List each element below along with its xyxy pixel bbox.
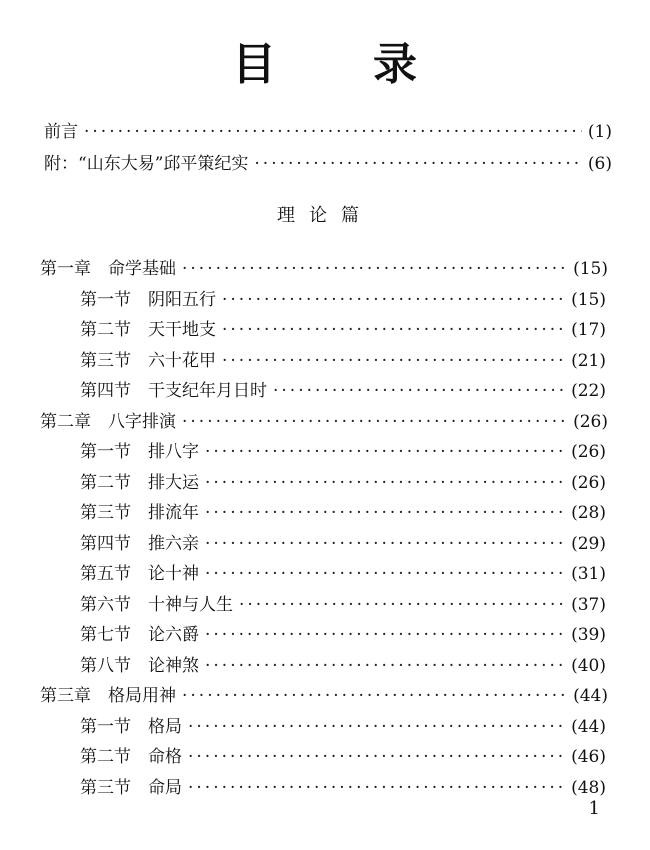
toc-label: 第一节 格局: [80, 717, 182, 737]
toc-page: (37): [571, 595, 606, 615]
title-char-2: 录: [373, 39, 418, 90]
section-entry: [80, 288, 606, 312]
toc-label: 第一节 阴阳五行: [80, 290, 216, 310]
toc-page: (39): [571, 625, 606, 645]
chapter-entry: [40, 257, 608, 281]
toc-label: 第一章 命学基础: [40, 259, 176, 279]
dot-leader: [182, 684, 567, 708]
toc-page: (15): [573, 259, 608, 279]
section-heading: 理论篇: [277, 205, 373, 226]
toc-label: 第一节 排八字: [80, 442, 199, 462]
section-entry: [80, 379, 606, 403]
dot-leader: [222, 349, 565, 373]
toc-label: 第四节 干支纪年月日时: [80, 381, 267, 401]
toc-label: 第三节 命局: [80, 778, 182, 798]
dot-leader: [205, 623, 565, 647]
toc-page: (22): [571, 381, 606, 401]
toc-label: 第六节 十神与人生: [80, 595, 233, 615]
chapter-entry: [40, 684, 608, 708]
dot-leader: [205, 440, 565, 464]
toc-page: (1): [587, 122, 612, 142]
toc-label: 第二节 排大运: [80, 473, 199, 493]
page-number: 1: [588, 798, 600, 819]
dot-leader: [188, 715, 565, 739]
toc-page: (21): [571, 351, 606, 371]
toc-label: 第五节 论十神: [80, 564, 199, 584]
toc-label: 第七节 论六爵: [80, 625, 199, 645]
dot-leader: [188, 776, 565, 800]
toc-page: (15): [571, 290, 606, 310]
section-entry: [80, 654, 606, 678]
toc-label: 第三章 格局用神: [40, 686, 176, 706]
toc-page: (17): [571, 320, 606, 340]
dot-leader: [254, 152, 582, 176]
toc-label: 附：“山东大易”邱平策纪实: [44, 154, 249, 174]
title-char-1: 目: [232, 39, 277, 90]
dot-leader: [205, 501, 565, 525]
front-entry: [44, 120, 612, 144]
dot-leader: [205, 654, 565, 678]
toc-page: (26): [571, 442, 606, 462]
section-entry: [80, 715, 606, 739]
dot-leader: [188, 745, 565, 769]
toc-page: (6): [587, 154, 612, 174]
section-entry: [80, 318, 606, 342]
toc-page: (48): [571, 778, 606, 798]
section-entry: [80, 593, 606, 617]
dot-leader: [273, 379, 565, 403]
toc-label: 第三节 排流年: [80, 503, 199, 523]
toc-label: 第三节 六十花甲: [80, 351, 216, 371]
toc-page: (40): [571, 656, 606, 676]
section-entry: [80, 440, 606, 464]
section-entry: [80, 776, 606, 800]
dot-leader: [222, 318, 565, 342]
toc-page: (29): [571, 534, 606, 554]
toc-label: 第二章 八字排演: [40, 412, 176, 432]
section-entry: [80, 562, 606, 586]
toc-label: 第八节 论神煞: [80, 656, 199, 676]
toc-page: (44): [573, 686, 608, 706]
toc-page: (31): [571, 564, 606, 584]
dot-leader: [205, 532, 565, 556]
toc-page: (28): [571, 503, 606, 523]
toc-label: 第二节 命格: [80, 747, 182, 767]
toc-label: 前言: [44, 122, 78, 142]
dot-leader: [84, 120, 582, 144]
section-entry: [80, 532, 606, 556]
toc-label: 第二节 天干地支: [80, 320, 216, 340]
dot-leader: [182, 410, 567, 434]
toc-page: (26): [573, 412, 608, 432]
toc-page: (46): [571, 747, 606, 767]
toc-page: (44): [571, 717, 606, 737]
toc-label: 第四节 推六亲: [80, 534, 199, 554]
section-entry: [80, 745, 606, 769]
section-entry: [80, 471, 606, 495]
dot-leader: [205, 562, 565, 586]
section-entry: [80, 349, 606, 373]
toc-page: (26): [571, 473, 606, 493]
dot-leader: [205, 471, 565, 495]
section-entry: [80, 501, 606, 525]
dot-leader: [239, 593, 565, 617]
dot-leader: [182, 257, 567, 281]
chapter-entry: [40, 410, 608, 434]
dot-leader: [222, 288, 565, 312]
section-entry: [80, 623, 606, 647]
front-entry: [44, 152, 612, 176]
